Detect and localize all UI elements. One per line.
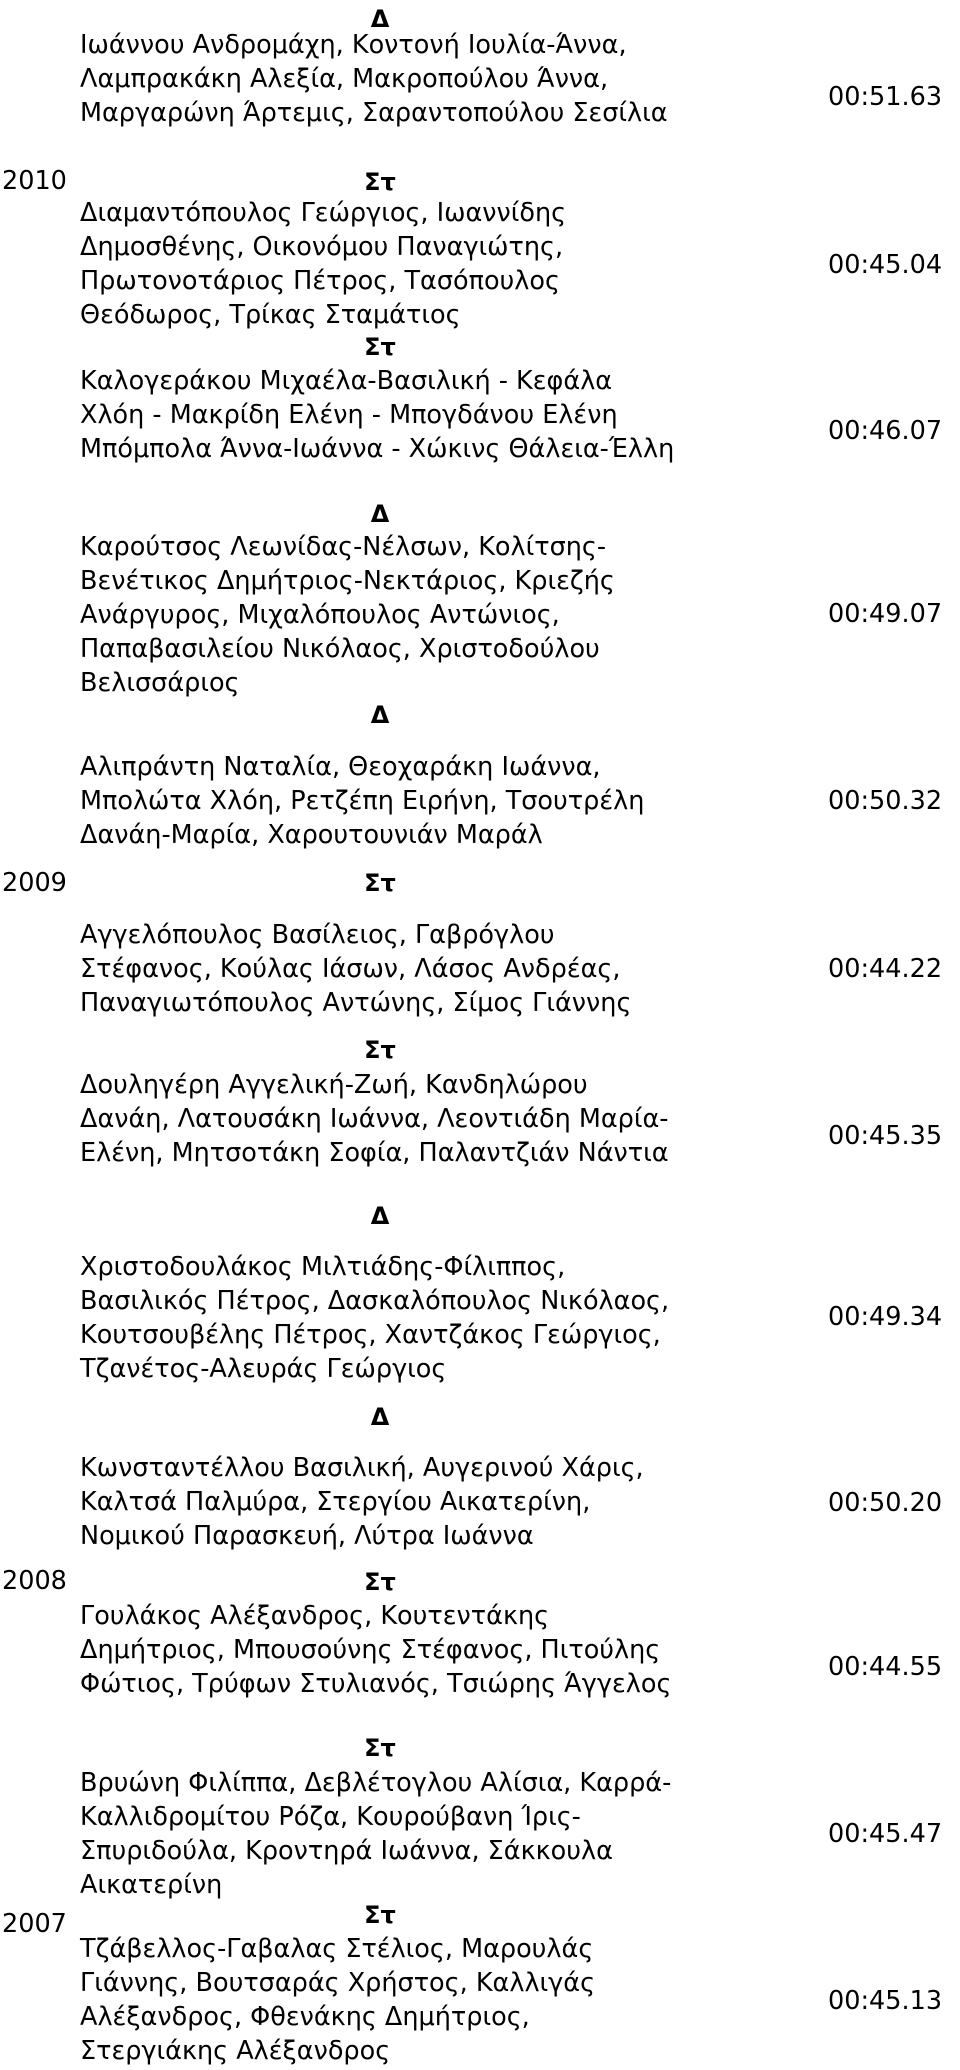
result-time: 00:46.07	[828, 416, 943, 446]
category-heading: Στ	[364, 1734, 396, 1762]
category-heading: Δ	[370, 701, 390, 729]
category-heading: Δ	[370, 1403, 390, 1431]
category-heading: Στ	[364, 168, 396, 196]
team-names: Δουληγέρη Αγγελική-Ζωή, Κανδηλώρου Δανάη, Λατουσάκη Ιωάννα, Λεοντιάδη Μαρία-Ελένη, Μητσοτάκη Σοφία, Παλαντζιάν Νάντια	[80, 1070, 669, 1168]
team-names: Χριστοδουλάκος Μιλτιάδης-Φίλιππος, Βασιλικός Πέτρος, Δασκαλόπουλος Νικόλαος, Κουτσουβέλης Πέτρος, Χαντζάκος Γεώργιος, Τζανέτος-Αλευράς Γεώργιος	[80, 1252, 670, 1384]
team-names: Τζάβελλος-Γαβαλας Στέλιος, Μαρουλάς Γιάννης, Βουτσαράς Χρήστος, Καλλιγάς Αλέξανδρος, Φθενάκης Δημήτριος, Στεργιάκης Αλέξανδρος	[80, 1934, 596, 2066]
year-label: 2009	[2, 868, 67, 898]
result-time: 00:45.47	[828, 1819, 943, 1849]
category-heading: Δ	[370, 1202, 390, 1230]
team-names: Κωνσταντέλλου Βασιλική, Αυγερινού Χάρις, Καλτσά Παλμύρα, Στεργίου Αικατερίνη, Νομικού Παρασκευή, Λύτρα Ιωάννα	[80, 1453, 644, 1551]
team-names: Αλιπράντη Ναταλία, Θεοχαράκη Ιωάννα, Μπολώτα Χλόη, Ρετζέπη Ειρήνη, Τσουτρέλη Δανάη-Μαρία, Χαρουτουνιάν Μαράλ	[80, 752, 645, 850]
team-names: Γουλάκος Αλέξανδρος, Κουτεντάκης Δημήτριος, Μπουσούνης Στέφανος, Πιτούλης Φώτιος, Τρύφων Στυλιανός, Τσιώρης Άγγελος	[80, 1601, 672, 1699]
year-label: 2007	[2, 1909, 67, 1939]
team-names: Καλογεράκου Μιχαέλα-Βασιλική - Κεφάλα Χλόη - Μακρίδη Ελένη - Μπογδάνου Ελένη Μπόμπολα Άννα-Ιωάννα - Χώκινς Θάλεια-Έλλη	[80, 366, 675, 464]
result-time: 00:44.22	[828, 954, 943, 984]
year-label: 2008	[2, 1566, 67, 1596]
result-time: 00:50.20	[828, 1488, 943, 1518]
result-time: 00:44.55	[828, 1652, 943, 1682]
result-time: 00:50.32	[828, 786, 943, 816]
result-time: 00:49.07	[828, 599, 943, 629]
category-heading: Στ	[364, 1568, 396, 1596]
team-names: Καρούτσος Λεωνίδας-Νέλσων, Κολίτσης-Βενέτικος Δημήτριος-Νεκτάριος, Κριεζής Ανάργυρος, Μιχαλόπουλος Αντώνιος, Παπαβασιλείου Νικόλαος, Χριστοδούλου Βελισσάριος	[80, 532, 615, 698]
category-heading: Στ	[364, 1036, 396, 1064]
category-heading: Δ	[370, 500, 390, 528]
result-time: 00:49.34	[828, 1302, 943, 1332]
category-heading: Στ	[364, 1901, 396, 1929]
result-time: 00:45.13	[828, 1986, 943, 2016]
category-heading: Δ	[370, 5, 390, 33]
category-heading: Στ	[364, 333, 396, 361]
category-heading: Στ	[364, 869, 396, 897]
team-names: Διαμαντόπουλος Γεώργιος, Ιωαννίδης Δημοσθένης, Οικονόμου Παναγιώτης, Πρωτονοτάριος Πέτρος, Τασόπουλος Θεόδωρος, Τρίκας Σταμάτιος	[80, 198, 567, 330]
team-names: Αγγελόπουλος Βασίλειος, Γαβρόγλου Στέφανος, Κούλας Ιάσων, Λάσος Ανδρέας, Παναγιωτόπουλος Αντώνης, Σίμος Γιάννης	[80, 920, 632, 1018]
team-names: Βρυώνη Φιλίππα, Δεβλέτογλου Αλίσια, Καρρά-Καλλιδρομίτου Ρόζα, Κουρούβανη Ίρις-Σπυριδούλα, Κροντηρά Ιωάννα, Σάκκουλα Αικατερίνη	[80, 1768, 672, 1900]
result-time: 00:45.04	[828, 250, 943, 280]
result-time: 00:45.35	[828, 1121, 943, 1151]
year-label: 2010	[2, 166, 67, 196]
result-time: 00:51.63	[828, 82, 943, 112]
team-names: Ιωάννου Ανδρομάχη, Κοντονή Ιουλία-Άννα, Λαμπρακάκη Αλεξία, Μακροπούλου Άννα, Μαργαρώνη Άρτεμις, Σαραντοπούλου Σεσίλια	[80, 30, 668, 128]
